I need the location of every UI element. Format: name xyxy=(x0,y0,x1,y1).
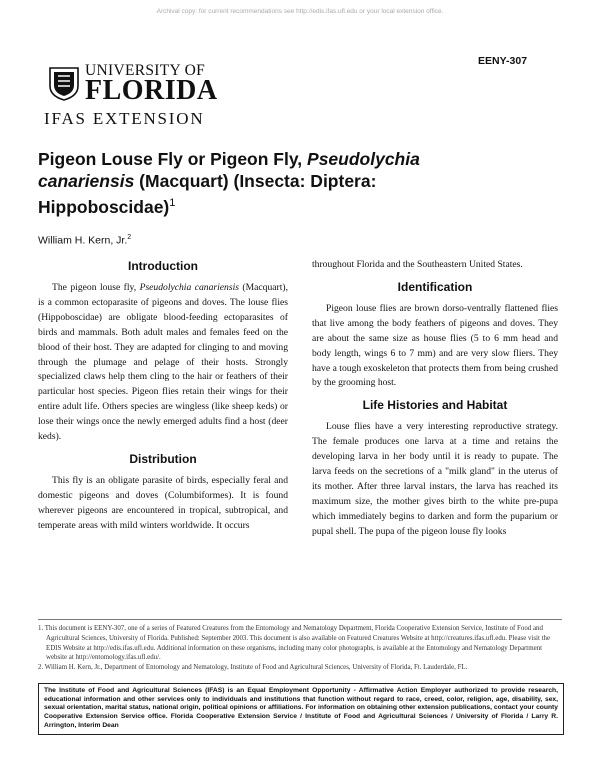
introduction-paragraph xyxy=(38,281,288,445)
logo-university-text: UNIVERSITY OF xyxy=(85,62,206,79)
footnote-1-mark: 1. xyxy=(38,625,44,632)
uf-ifas-logo xyxy=(44,60,224,132)
introduction-text-after: (Macquart), is a common ectoparasite of pigeons and doves. The louse flies (Hippoboscidae) are obligate blood-feeding ectoparasites of birds and mammals. Both adult males and females feed on the blood of their host. They are adapted for clinging to and moving through the plumage and pelage of their hosts. Strongly specialized claws help them cling to the hair or feathers of their particular host species. Pigeon flies retain their wings for their entire adult life. Others species are wingless (like sheep keds) or lose their wings once the newly emerged adults find a host (deer keds). xyxy=(38,282,288,443)
life-histories-paragraph: Louse flies have a very interesting reproductive strategy. The female produces one larva at a time and retains the developing larva in her body until it is ready to pupate. The larva feeds on the secretions of a "milk gland" in the uterus of its mother. After three larval instars, the larva has reached its maximum size, the mother gives birth to the white pre-pupa which immediately begins to darken and form the puparium or pupal shell. The pupa of the pigeon louse fly looks xyxy=(312,421,558,537)
right-column xyxy=(312,258,558,540)
title-part2: (Macquart) (Insecta: Diptera: Hippoboscidae) xyxy=(38,171,377,217)
distribution-continuation: throughout Florida and the Southeastern United States. xyxy=(312,259,523,270)
identification-paragraph: Pigeon louse flies are brown dorso-ventrally flattened flies that live among the body feathers of pigeons and doves. They are about the same size as house flies (5 to 6 mm head and body length, wings 6 to 7 mm) and are very slow fliers. They have a tough exoskeleton that protects them from being crushed by the grooming host. xyxy=(312,302,558,389)
title-species: Pseudolychia canariensis xyxy=(38,149,420,191)
footnote-2-text: William H. Kern, Jr., Department of Entomology and Nematology, Institute of Food and Agricultural Sciences, University of Florida, Ft. Lauderdale, FL. xyxy=(44,664,468,672)
heading-identification: Identification xyxy=(397,279,473,294)
author-name: William H. Kern, Jr. xyxy=(38,234,128,247)
footnote-1 xyxy=(38,624,562,663)
left-column xyxy=(38,258,288,534)
footnotes xyxy=(38,619,562,673)
heading-distribution: Distribution xyxy=(129,451,197,466)
equal-opportunity-notice: The Institute of Food and Agricultural Sciences (IFAS) is an Equal Employment Opportunity - Affirmative Action Employer authorized to provide research, educational information and other services only to individuals and institutions that function without regard to race, creed, color, religion, age, disability, sex, sexual orientation, marital status, national origin, political opinions or affiliations. For information on obtaining other extension publications, contact your county Cooperative Extension Service office. Florida Cooperative Extension Service / Institute of Food and Agricultural Sciences / University of Florida / Larry R. Arrington, Interim Dean xyxy=(38,683,564,735)
title-footnote-mark: 1 xyxy=(169,197,176,209)
distribution-paragraph: This fly is an obligate parasite of birds, especially feral and domestic pigeons and doves (Columbiformes). It is found wherever pigeons are encountered in tropical, subtropical, and temperate areas with mild winters worldwide. It occurs xyxy=(38,474,288,531)
footnote-1-text: This document is EENY-307, one of a series of Featured Creatures from the Entomology and Nematology Department, Florida Cooperative Extension Service, Institute of Food and Agricultural Sciences, University of Florida. Published: September 2003. This document is also available on Featured Creatures Website at http://creatures.ifas.ufl.edu. Please visit the EDIS Website at http://edis.ifas.ufl.edu. Additional information on these organisms, including many color photographs, is available at the Entomology and Nematology Department website at http://entomology.ifas.ufl.edu/. xyxy=(44,625,551,662)
heading-life-histories: Life Histories and Habitat xyxy=(362,398,508,413)
title-part1: Pigeon Louse Fly or Pigeon Fly, xyxy=(38,149,308,169)
introduction-species: Pseudolychia canariensis xyxy=(139,282,239,293)
page-title xyxy=(38,148,508,218)
document-id: EENY-307 xyxy=(478,55,528,67)
introduction-text-before: The pigeon louse fly, xyxy=(52,282,140,293)
heading-introduction: Introduction xyxy=(128,259,198,273)
university-seal-icon xyxy=(46,64,82,102)
footnote-2-mark: 2. xyxy=(38,664,44,672)
author-footnote-mark: 2 xyxy=(127,234,132,241)
author-line xyxy=(38,234,131,247)
archival-notice: Archival copy: for current recommendations see http://edis.ifas.ufl.edu or your local extension office. xyxy=(156,8,444,15)
logo-extension-text: IFAS EXTENSION xyxy=(44,109,205,128)
logo-florida-text: FLORIDA xyxy=(85,75,218,106)
footnote-2 xyxy=(38,663,562,673)
